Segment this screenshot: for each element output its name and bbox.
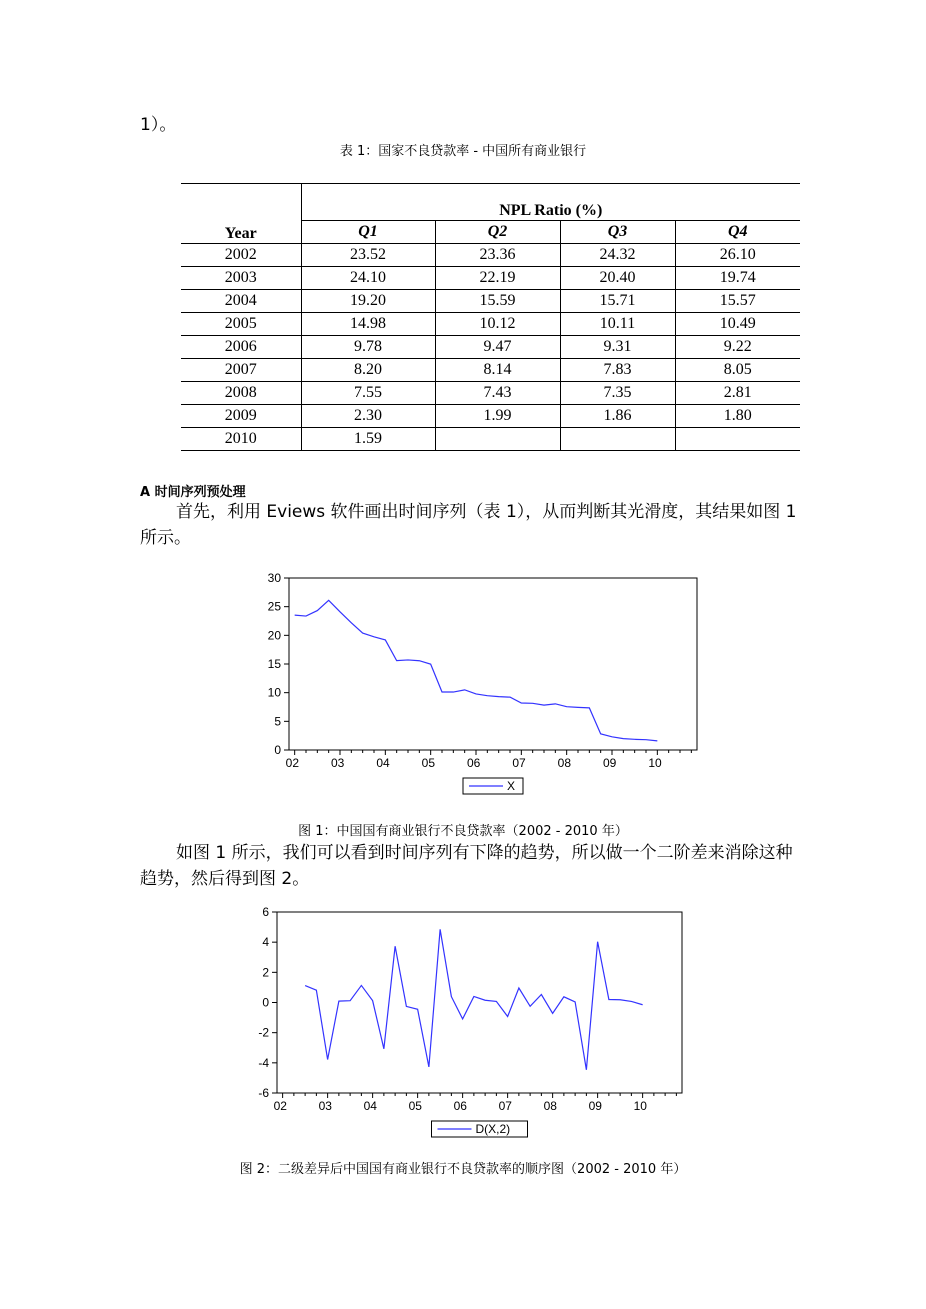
- figure-2-chart: [245, 903, 695, 1143]
- y-tick-label: 20: [267, 628, 281, 643]
- y-tick-label: 5: [274, 714, 281, 729]
- year-cell: 2009: [181, 405, 301, 428]
- npl-value-cell: 7.55: [301, 382, 435, 405]
- npl-value-cell: 26.10: [675, 244, 800, 267]
- npl-value-cell: 7.83: [560, 359, 675, 382]
- x-tick-label: 06: [453, 1099, 467, 1113]
- y-tick-label: -2: [258, 1025, 269, 1040]
- x-tick-label: 05: [421, 756, 436, 770]
- npl-value-cell: 1.99: [435, 405, 560, 428]
- npl-value-cell: 7.43: [435, 382, 560, 405]
- npl-value-cell: 7.35: [560, 382, 675, 405]
- x-tick-label: 04: [376, 756, 390, 770]
- npl-value-cell: 20.40: [560, 267, 675, 290]
- npl-value-cell: 2.81: [675, 382, 800, 405]
- plot-frame: [277, 912, 682, 1093]
- npl-value-cell: 15.59: [435, 290, 560, 313]
- x-tick-label: 08: [557, 756, 572, 770]
- table-row: [181, 244, 800, 267]
- year-cell: 2007: [181, 359, 301, 382]
- table-row: [181, 336, 800, 359]
- y-tick-label: 0: [274, 743, 281, 757]
- npl-value-cell: 22.19: [435, 267, 560, 290]
- legend-label: X: [507, 779, 516, 793]
- year-cell: 2002: [181, 244, 301, 267]
- y-tick-label: 2: [262, 965, 269, 980]
- table-body: [181, 244, 800, 451]
- y-tick-label: 25: [267, 599, 281, 614]
- table-row: [181, 428, 800, 451]
- x-tick-label: 10: [633, 1099, 647, 1113]
- npl-value-cell: 24.10: [301, 267, 435, 290]
- section-heading: A 时间序列预处理: [140, 485, 246, 500]
- year-cell: 2006: [181, 336, 301, 359]
- figure-1-chart: [255, 570, 705, 800]
- npl-value-cell: 10.12: [435, 313, 560, 336]
- npl-value-cell: 19.74: [675, 267, 800, 290]
- npl-value-cell: [560, 428, 675, 451]
- npl-ratio-header: NPL Ratio (%): [301, 184, 800, 221]
- legend-label: D(X,2): [475, 1122, 511, 1136]
- y-tick-label: -6: [258, 1086, 269, 1100]
- year-header: Year: [181, 184, 301, 244]
- x-tick-label: 07: [512, 756, 526, 770]
- y-tick-label: 4: [262, 935, 269, 950]
- year-cell: 2010: [181, 428, 301, 451]
- npl-value-cell: 2.30: [301, 405, 435, 428]
- npl-value-cell: 8.14: [435, 359, 560, 382]
- year-cell: 2003: [181, 267, 301, 290]
- x-tick-label: 10: [648, 756, 662, 770]
- x-tick-label: 05: [408, 1099, 422, 1113]
- figure-2-caption: 图 2：二级差异后中国国有商业银行不良贷款率的顺序图（2002 - 2010 年）: [239, 1162, 687, 1177]
- npl-value-cell: 15.57: [675, 290, 800, 313]
- y-tick-label: -4: [258, 1055, 269, 1070]
- npl-value-cell: 9.22: [675, 336, 800, 359]
- y-tick-label: 15: [267, 657, 281, 671]
- table-caption: 表 1：国家不良贷款率 - 中国所有商业银行: [339, 144, 587, 159]
- series-line: [295, 600, 658, 741]
- series-line: [305, 929, 643, 1069]
- year-cell: 2008: [181, 382, 301, 405]
- npl-value-cell: 8.05: [675, 359, 800, 382]
- npl-value-cell: 9.78: [301, 336, 435, 359]
- text-fragment: 1）。: [140, 115, 177, 135]
- x-tick-label: 08: [543, 1099, 557, 1113]
- npl-value-cell: 10.49: [675, 313, 800, 336]
- figure-1-caption: 图 1：中国国有商业银行不良贷款率（2002 - 2010 年）: [298, 824, 628, 839]
- x-tick-label: 07: [498, 1099, 512, 1113]
- npl-value-cell: 14.98: [301, 313, 435, 336]
- year-cell: 2005: [181, 313, 301, 336]
- npl-value-cell: 23.52: [301, 244, 435, 267]
- table-row: [181, 267, 800, 290]
- npl-value-cell: 9.47: [435, 336, 560, 359]
- npl-value-cell: 19.20: [301, 290, 435, 313]
- y-tick-label: 10: [267, 685, 281, 700]
- npl-value-cell: 8.20: [301, 359, 435, 382]
- q4-header: Q4: [675, 221, 800, 244]
- npl-value-cell: 10.11: [560, 313, 675, 336]
- q2-header: Q2: [435, 221, 560, 244]
- npl-value-cell: [675, 428, 800, 451]
- npl-value-cell: 9.31: [560, 336, 675, 359]
- npl-value-cell: 23.36: [435, 244, 560, 267]
- npl-value-cell: 24.32: [560, 244, 675, 267]
- x-tick-label: 03: [318, 1099, 332, 1113]
- npl-table: [181, 183, 800, 451]
- paragraph-1: 首先，利用 Eviews 软件画出时间序列（表 1），从而判断其光滑度，其结果如图 1 所示。: [140, 502, 797, 548]
- npl-value-cell: 1.59: [301, 428, 435, 451]
- x-tick-label: 06: [467, 756, 481, 770]
- npl-value-cell: [435, 428, 560, 451]
- x-tick-label: 09: [603, 756, 617, 770]
- y-tick-label: 6: [262, 905, 269, 919]
- table-row: [181, 290, 800, 313]
- npl-value-cell: 1.86: [560, 405, 675, 428]
- y-tick-label: 0: [262, 995, 269, 1010]
- x-tick-label: 02: [273, 1099, 287, 1113]
- q3-header: Q3: [560, 221, 675, 244]
- paragraph-2: 如图 1 所示，我们可以看到时间序列有下降的趋势，所以做一个二阶差来消除这种趋势，然后得到图 2。: [140, 843, 793, 889]
- y-tick-label: 30: [267, 571, 281, 585]
- year-cell: 2004: [181, 290, 301, 313]
- q1-header: Q1: [301, 221, 435, 244]
- table-row: [181, 405, 800, 428]
- table-row: [181, 359, 800, 382]
- npl-value-cell: 15.71: [560, 290, 675, 313]
- x-tick-label: 04: [363, 1099, 377, 1113]
- table-row: [181, 382, 800, 405]
- table-row: [181, 313, 800, 336]
- x-tick-label: 02: [285, 756, 300, 770]
- x-tick-label: 03: [331, 756, 345, 770]
- x-tick-label: 09: [588, 1099, 602, 1113]
- npl-value-cell: 1.80: [675, 405, 800, 428]
- plot-frame: [289, 578, 697, 750]
